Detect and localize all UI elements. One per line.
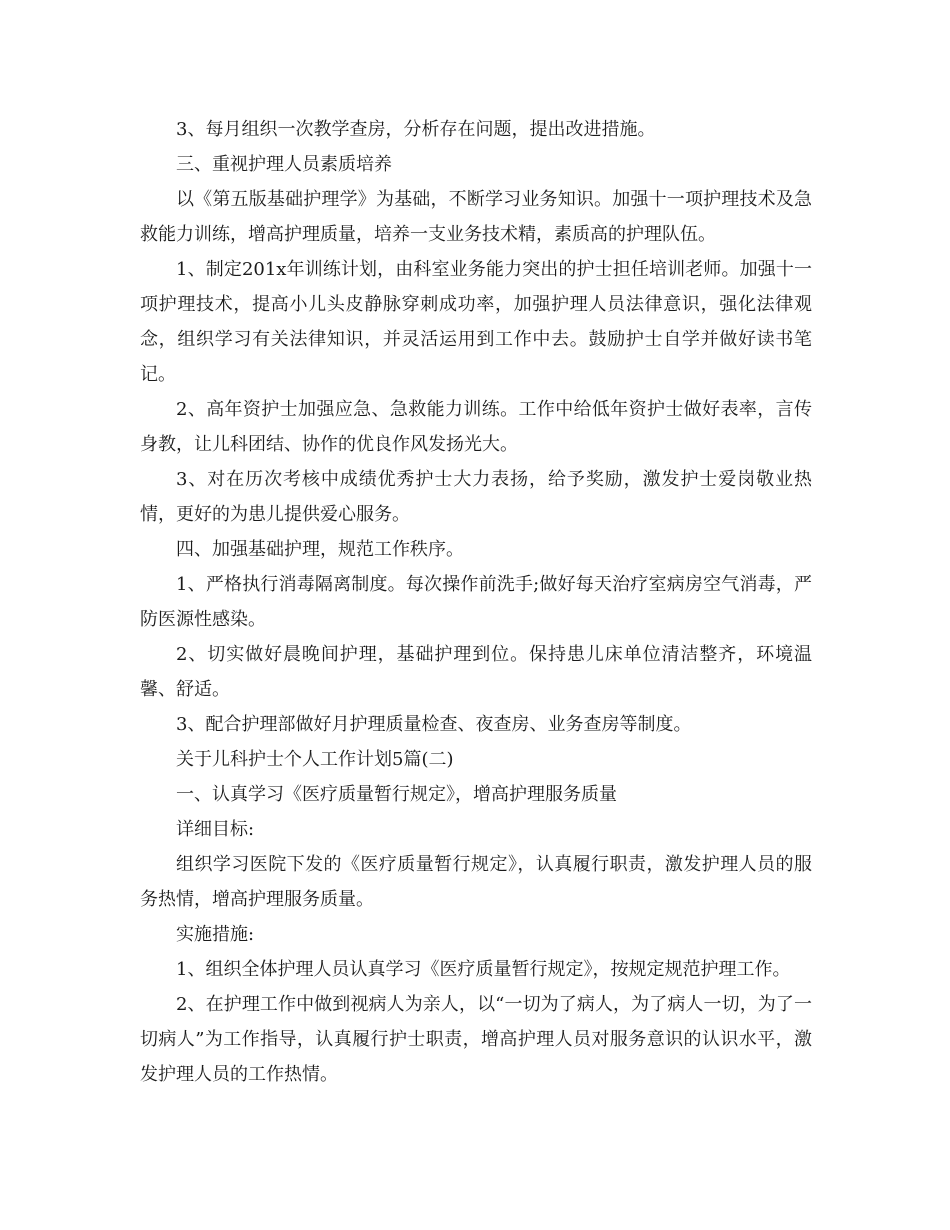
- paragraph-6: 3、对在历次考核中成绩优秀护士大力表扬，给予奖励，激发护士爱岗敬业热情，更好的为患儿提供爱心服务。: [140, 469, 812, 525]
- article-subtitle: 关于儿科护士个人工作计划5篇(二): [176, 749, 454, 770]
- section-heading-1: 一、认真学习《医疗质量暂行规定》，增高护理服务质量: [176, 784, 617, 805]
- paragraph-4: 1、制定201x年训练计划，由科室业务能力突出的护士担任培训老师。加强十一项护理技术，提高小儿头皮静脉穿刺成功率，加强护理人员法律意识，强化法律观念，组织学习有关法律知识，并灵活运用到工作中去。鼓励护士自学并做好读书笔记。: [140, 259, 812, 385]
- measures-label: 实施措施:: [176, 924, 255, 945]
- paragraph-1: 3、每月组织一次教学查房，分析存在问题，提出改进措施。: [176, 119, 656, 140]
- paragraph-5: 2、高年资护士加强应急、急救能力训练。工作中给低年资护士做好表率，言传身教，让儿科团结、协作的优良作风发扬光大。: [140, 399, 812, 455]
- goal-label: 详细目标:: [176, 819, 255, 840]
- paragraph-16: 1、组织全体护理人员认真学习《医疗质量暂行规定》，按规定规范护理工作。: [176, 959, 791, 980]
- paragraph-9: 2、切实做好晨晚间护理，基础护理到位。保持患儿床单位清洁整齐，环境温馨、舒适。: [140, 644, 812, 700]
- document-body: [140, 112, 812, 1092]
- paragraph-17: 2、在护理工作中做到视病人为亲人，以“一切为了病人，为了病人一切，为了一切病人”为工作指导，认真履行护士职责，增高护理人员对服务意识的认识水平，激发护理人员的工作热情。: [140, 994, 812, 1085]
- paragraph-8: 1、严格执行消毒隔离制度。每次操作前洗手;做好每天治疗室病房空气消毒，严防医源性感染。: [140, 574, 812, 630]
- paragraph-10: 3、配合护理部做好月护理质量检查、夜查房、业务查房等制度。: [176, 714, 692, 735]
- paragraph-14: 组织学习医院下发的《医疗质量暂行规定》，认真履行职责，激发护理人员的服务热情，增高护理服务质量。: [140, 854, 812, 910]
- section-heading-4: 四、加强基础护理，规范工作秩序。: [176, 539, 464, 560]
- paragraph-3: 以《第五版基础护理学》为基础，不断学习业务知识。加强十一项护理技术及急救能力训练，增高护理质量，培养一支业务技术精，素质高的护理队伍。: [140, 189, 812, 245]
- section-heading-3: 三、重视护理人员素质培养: [176, 154, 392, 175]
